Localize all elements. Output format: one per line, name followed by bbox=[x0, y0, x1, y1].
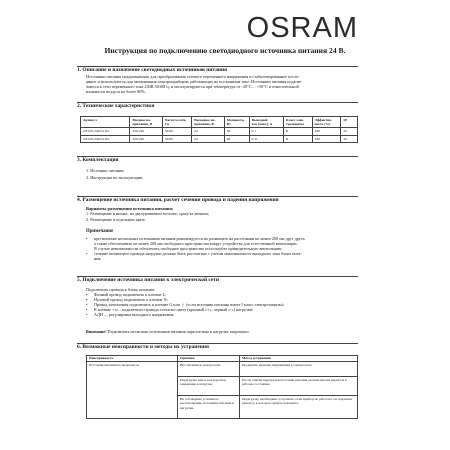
section-4-heading: 4. Размещение источника питания, расчет сечения провода и падения напряжения bbox=[77, 197, 279, 203]
spec-header: Эффектив- ность (%) bbox=[312, 117, 341, 128]
note-bullet: • при монтаже нескольких источников питания рекомендуется их размещать на расстоянии не менее 200 мм друг друга, bbox=[86, 236, 306, 241]
faults-cell: Источник питания не включается bbox=[87, 362, 178, 419]
spec-cell: 20 bbox=[341, 128, 358, 136]
connection-instructions bbox=[86, 287, 356, 317]
spec-cell: 220-240 bbox=[130, 128, 162, 136]
faults-row bbox=[87, 362, 358, 377]
warning-label: Внимание! bbox=[86, 329, 107, 334]
section-1-heading: 1. Описание и назначение светодиодных источников питания bbox=[77, 67, 228, 73]
spec-header: Выходной ток (макс), А bbox=[249, 117, 283, 128]
section-3-heading: 3. Комплектация bbox=[77, 157, 119, 163]
faults-cell: Не соблюдены условия по расположению источника питания и нагрузки. bbox=[178, 396, 240, 419]
note-line: сечение питающего провода нагрузки должно быть рассчитано с учетом максимального выходного тока блока пита- bbox=[94, 251, 302, 256]
connection-step: • Нулевой провод подключить к клемме N; bbox=[86, 297, 168, 302]
spec-header: Входное на- пряжение, В bbox=[130, 117, 162, 128]
note-line: ния. bbox=[94, 256, 102, 261]
spec-header: Артикул bbox=[81, 117, 130, 128]
spec-header: IP bbox=[341, 117, 358, 128]
connection-step: • Провод заземления подключить к клемме G или ⏚ (если источник питания имеет I класс электрозащиты); bbox=[86, 302, 285, 307]
placement-variants-label: Варианты размещения источника питания: bbox=[86, 206, 174, 211]
faults-table bbox=[86, 355, 358, 419]
spec-table bbox=[80, 116, 358, 143]
spec-header: Класс элек- трозащиты bbox=[283, 117, 312, 128]
spec-header: Выходное на- пряжение, В bbox=[192, 117, 224, 128]
note-line: при монтаже нескольких источников питания рекомендуется их размещать на расстоянии не менее 200 мм друг друга, bbox=[94, 236, 306, 241]
spec-header: Мощность, Вт bbox=[224, 117, 249, 128]
faults-header: Метод устранения bbox=[240, 356, 358, 362]
note-line: В случае невозможности обеспечить свободное пространство используйте принудительную вентиляцию; bbox=[94, 246, 283, 251]
osram-logo: OSRAM bbox=[246, 12, 358, 44]
spec-cell: 60 bbox=[224, 135, 249, 143]
note-line: а также обеспечивать не менее 200 мм свободного пространства вокруг устройства для естественной вентиляции. bbox=[94, 241, 298, 246]
section-1-line: влажности воздуха не более 80%. bbox=[86, 89, 146, 94]
spec-row bbox=[81, 135, 358, 143]
faults-cell: Проверить наличие напряжения в электросети. bbox=[240, 362, 358, 377]
note-text bbox=[86, 236, 356, 261]
spec-cell: 50/60 bbox=[162, 135, 191, 143]
section-1-text bbox=[86, 74, 356, 94]
placement-variants-list bbox=[86, 211, 356, 223]
faults-cell: Нет питания в электросети. bbox=[178, 362, 240, 377]
section-1-line: Источники питания предназначены для преобразования сетевого переменного напряжения в стабилизированное посто- bbox=[86, 74, 300, 79]
spec-header-row bbox=[81, 117, 358, 128]
package-item: 1. Источник питания; bbox=[86, 168, 125, 173]
placement-variant: 2. Размещение в отдельном щите. bbox=[86, 217, 146, 222]
note-label: Примечание bbox=[86, 229, 114, 234]
spec-cell: 50 bbox=[224, 128, 249, 136]
spec-cell: 24 bbox=[192, 128, 224, 136]
connection-intro: Подключить провода к блоку питания: bbox=[86, 287, 155, 292]
spec-row bbox=[81, 128, 358, 136]
connection-step: • Фазный провод подключить к клемме L; bbox=[86, 292, 167, 297]
spec-header: Частота сети, Гц bbox=[162, 117, 191, 128]
spec-cell: OT220-240/24 D2 bbox=[81, 128, 130, 136]
spec-cell: 190 bbox=[312, 135, 341, 143]
warning-text bbox=[86, 329, 356, 334]
document-title: Инструкция по подключению светодиодного источника питания 24 В. bbox=[104, 46, 346, 55]
warning-message: Подключать несколько источников питания параллельно к нагрузке запрещено. bbox=[107, 329, 250, 334]
section-2-heading: 2. Технические характеристики bbox=[77, 103, 155, 109]
spec-cell: OT220-240/24 D2 bbox=[81, 135, 130, 143]
placement-variant: 1. Размещение в нишах, на двухуровневом потолке, сразу/за лючком; bbox=[86, 211, 209, 216]
faults-cell: После снятия перегрузки источник питания автоматически вернётся в рабочее состояние. bbox=[240, 377, 358, 396]
connection-step: • АДН — регулировка выходного напряжения. bbox=[86, 312, 175, 317]
section-1-line: чаются к сети переменного тока 230В 50/60Гц, и эксплуатируются при температуре от -20°C… +50°C и относительной bbox=[86, 84, 299, 89]
spec-cell: 0.1 bbox=[249, 128, 283, 136]
faults-cell: Перегрузка или к-ное короткое замыкание в нагрузке bbox=[178, 377, 240, 396]
package-list bbox=[86, 168, 356, 181]
note-bullet: • сечение питающего провода нагрузки должно быть рассчитано с учетом максимального выходного тока блока пита- bbox=[86, 251, 302, 256]
spec-cell: 24 bbox=[192, 135, 224, 143]
spec-cell: 0.11 bbox=[249, 135, 283, 143]
spec-cell: 190 bbox=[312, 128, 341, 136]
faults-header: Неисправность bbox=[87, 356, 178, 362]
spec-cell: II bbox=[283, 128, 312, 136]
spec-cell: II bbox=[283, 135, 312, 143]
package-item: 2. Инструкция по эксплуатации. bbox=[86, 174, 144, 180]
section-5-heading: 5. Подключение источника питания к электрической сети bbox=[77, 277, 220, 283]
section-6-heading: 6. Возможные неисправности и методы их устранения bbox=[77, 344, 209, 350]
connection-step: • К клемме + и – подключить провода согласно цвету (красный «+», черный «-») нагрузки; bbox=[86, 307, 254, 312]
faults-header: Причина bbox=[178, 356, 240, 362]
note-continuation bbox=[86, 256, 356, 261]
section-1-line: янное и используются для запитывания электроприборов, работающих на постоянном токе. Источники питания подклю- bbox=[86, 79, 303, 84]
spec-cell: 220-240 bbox=[130, 135, 162, 143]
spec-cell: 20 bbox=[341, 135, 358, 143]
faults-cell: Перегрузку необходимо устранить, если прибор не работает, он подлежит ремонту, в котором требуется вызвать. bbox=[240, 396, 358, 419]
spec-cell: 50/60 bbox=[162, 128, 191, 136]
